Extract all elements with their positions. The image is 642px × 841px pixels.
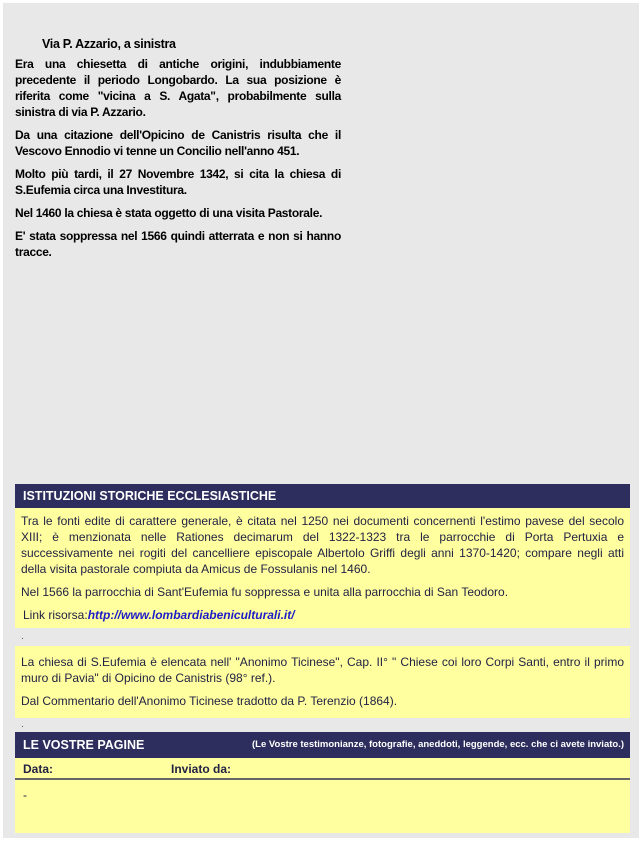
anonimo-body bbox=[15, 646, 630, 718]
page-background bbox=[3, 3, 639, 838]
pagine-title: LE VOSTRE PAGINE bbox=[23, 738, 145, 752]
column-data: Data: bbox=[23, 762, 54, 776]
istituzioni-paragraph: Tra le fonti edite di carattere generale, è citata nel 1250 nei documenti concernenti l'estimo pavese del secolo XIII; è menzionata nelle Rationes decimarum del 1322-1323 tra le parrocchie di Porta Pertuxia e successivamente nei rogiti del cancelliere episcopale Albertolo Griffi degli anni 1370-1420; compare negli atti della visita pastorale compiuta da Amicus de Fossulanis nel 1460. bbox=[21, 514, 624, 576]
church-location-title: Via P. Azzario, a sinistra bbox=[42, 37, 176, 51]
istituzioni-paragraph: Nel 1566 la parrocchia di Sant'Eufemia fu soppressa e unita alla parrocchia di San Teodoro. bbox=[21, 585, 509, 599]
church-paragraph: Nel 1460 la chiesa è stata oggetto di una visita Pastorale. bbox=[15, 206, 323, 220]
table-row: - bbox=[23, 788, 27, 802]
resource-link-label: Link risorsa: bbox=[23, 608, 88, 622]
pagine-header bbox=[15, 732, 630, 758]
church-paragraph: Molto più tardi, il 27 Novembre 1342, si cita la chiesa di S.Eufemia circa una Investitura. bbox=[15, 167, 341, 197]
church-description bbox=[15, 36, 341, 267]
pagine-section bbox=[15, 732, 630, 833]
church-paragraph: Era una chiesetta di antiche origini, indubbiamente precedente il periodo Longobardo. La sua posizione è riferita come "vicina a S. Agata", probabilmente sulla sinistra di via P. Azzario. bbox=[15, 57, 341, 119]
istituzioni-section bbox=[15, 484, 630, 628]
pagine-table bbox=[15, 758, 630, 833]
anonimo-section bbox=[15, 646, 630, 718]
church-paragraph: E' stata soppressa nel 1566 quindi atterrata e non si hanno tracce. bbox=[15, 229, 341, 259]
istituzioni-body bbox=[15, 508, 630, 628]
pagine-table-header bbox=[15, 758, 630, 780]
resource-link[interactable]: http://www.lombardiabeniculturali.it/ bbox=[87, 608, 295, 622]
pagine-subtitle: (Le Vostre testimonianze, fotografie, aneddoti, leggende, ecc. che ci avete inviato.) bbox=[252, 739, 624, 750]
anonimo-paragraph: Dal Commentario dell'Anonimo Ticinese tradotto da P. Terenzio (1864). bbox=[21, 694, 398, 708]
separator-dot: . bbox=[21, 719, 24, 730]
separator-dot: . bbox=[21, 631, 24, 642]
resource-link-row bbox=[21, 607, 624, 623]
istituzioni-header: ISTITUZIONI STORICHE ECCLESIASTICHE bbox=[15, 484, 630, 508]
church-paragraph: Da una citazione dell'Opicino de Canistris risulta che il Vescovo Ennodio vi tenne un Concilio nell'anno 451. bbox=[15, 128, 341, 158]
anonimo-paragraph: La chiesa di S.Eufemia è elencata nell' "Anonimo Ticinese", Cap. II° " Chiese coi loro Corpi Santi, entro il primo muro di Pavia" di Opicino de Canistris (98° ref.). bbox=[21, 655, 624, 685]
column-inviato-da: Inviato da: bbox=[171, 762, 232, 776]
